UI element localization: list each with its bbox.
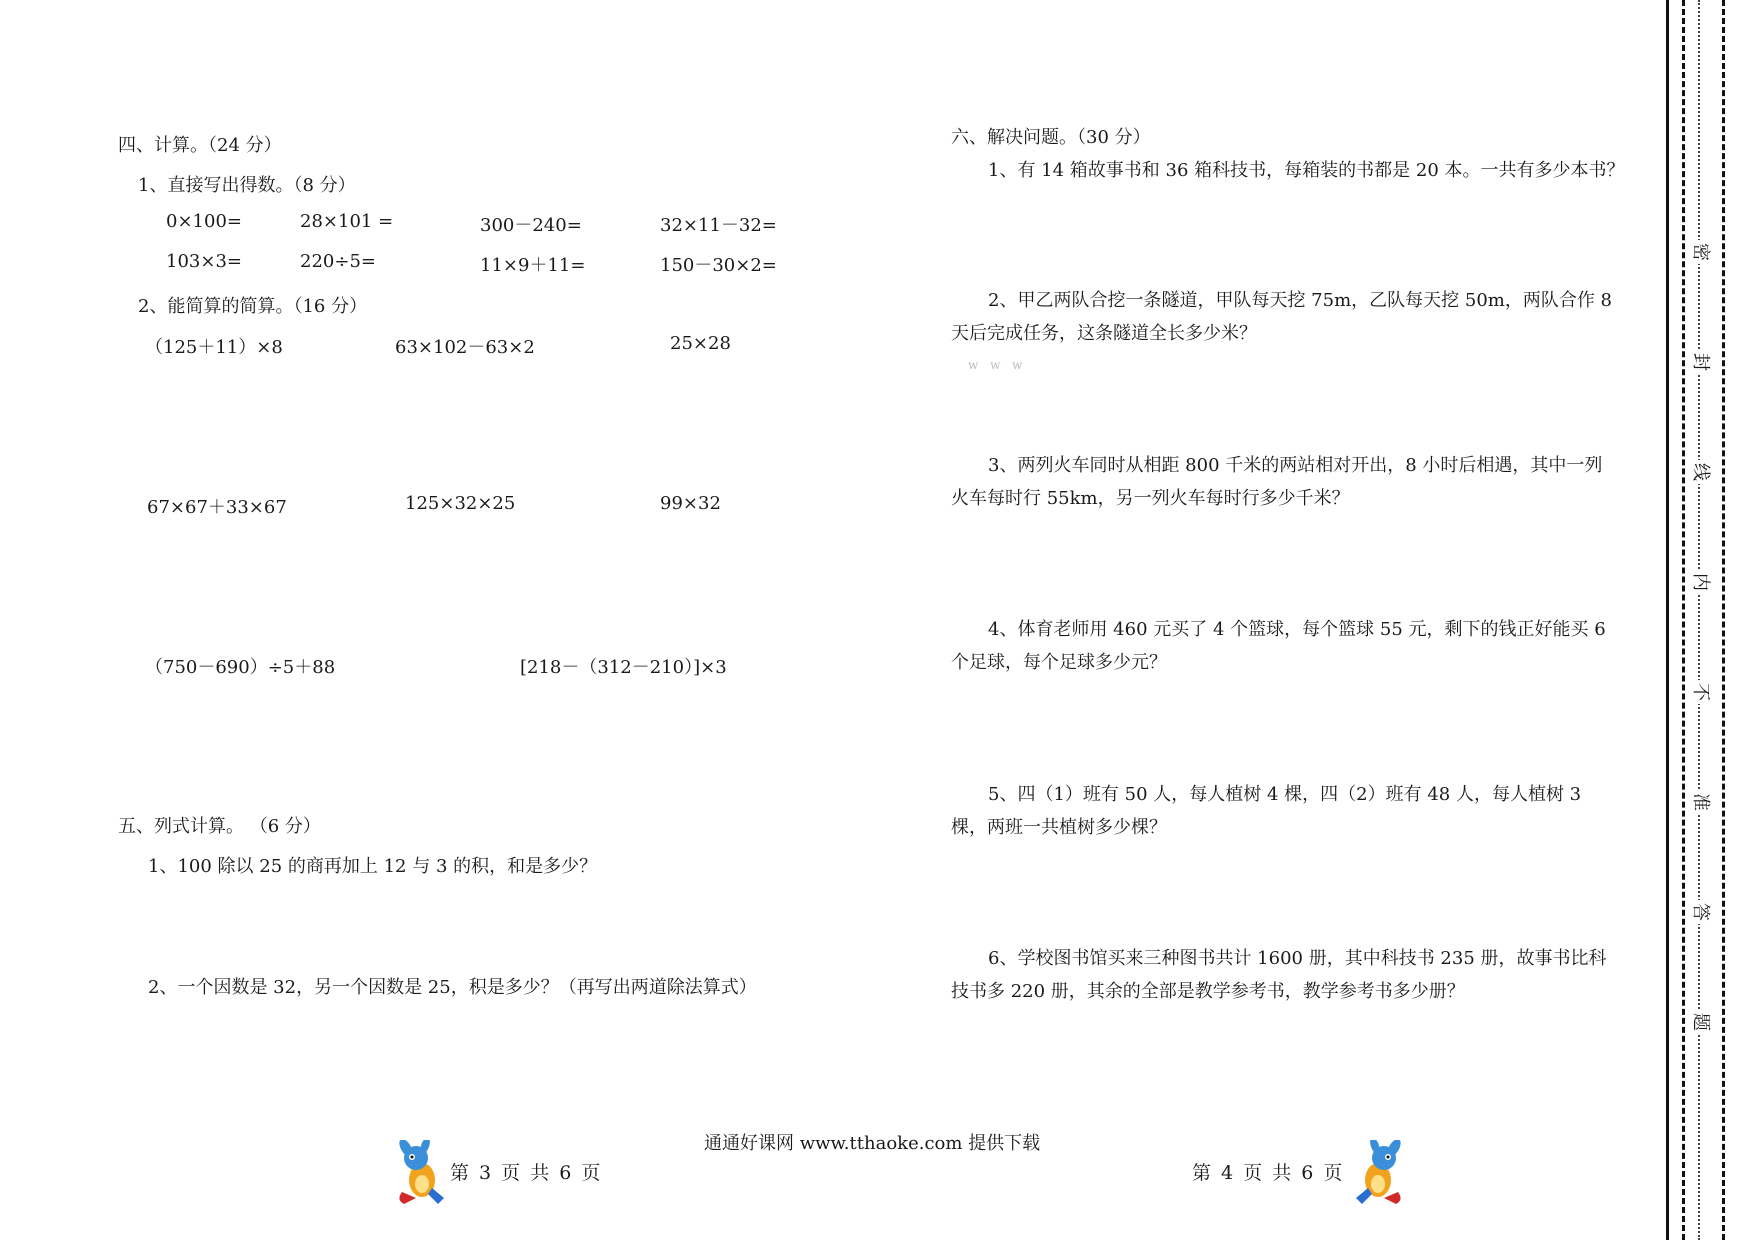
footer-site-text: 通通好课网 www.tthaoke.com 提供下载: [704, 1133, 1041, 1154]
binding-char: 内: [1688, 570, 1712, 594]
binding-char: 不: [1688, 680, 1712, 704]
binding-char: 封: [1688, 350, 1712, 374]
section5-q2: 2、一个因数是 32，另一个因数是 25，积是多少？（再写出两道除法算式）: [148, 977, 757, 998]
mascot-icon: [1348, 1140, 1408, 1210]
oral-item: 32×11－32=: [660, 215, 777, 236]
section6-q2: 2、甲乙两队合挖一条隧道，甲队每天挖 75m，乙队每天挖 50m，两队合作 8 天后完成任务，这条隧道全长多少米？: [951, 290, 1613, 344]
binding-char: 线: [1688, 460, 1712, 484]
calc-item: （125＋11）×8: [145, 337, 283, 358]
binding-solid-line: [1666, 0, 1669, 1240]
section5-title: 五、列式计算。 （6 分）: [118, 816, 321, 837]
section6-q6: 6、学校图书馆买来三种图书共计 1600 册，其中科技书 235 册，故事书比科技书多 220 册，其余的全部是教学参考书，教学参考书多少册？: [951, 948, 1607, 1002]
mascot-icon: [392, 1140, 452, 1210]
binding-dotted-line: [1698, 0, 1700, 1240]
calc-item: [218－（312－210）]×3: [520, 657, 727, 678]
calc-item: （750－690）÷5＋88: [145, 657, 336, 678]
page-number-right: 第 4 页 共 6 页: [1192, 1162, 1345, 1184]
oral-item: 0×100=: [166, 211, 242, 232]
oral-item: 11×9＋11=: [480, 255, 586, 276]
section6-q5: 5、四（1）班有 50 人，每人植树 4 棵，四（2）班有 48 人，每人植树 3 棵，两班一共植树多少棵？: [951, 784, 1582, 838]
page-number-left: 第 3 页 共 6 页: [450, 1162, 603, 1184]
section6-q3: 3、两列火车同时从相距 800 千米的两站相对开出，8 小时后相遇，其中一列火车每时行 55km，另一列火车每时行多少千米？: [951, 455, 1603, 509]
calc-item: 67×67＋33×67: [147, 497, 287, 518]
section4-sub2: 2、能简算的简算。（16 分）: [138, 296, 368, 317]
oral-item: 28×101 =: [300, 211, 394, 232]
calc-item: 125×32×25: [405, 493, 516, 514]
binding-char: 准: [1688, 790, 1712, 814]
calc-item: 25×28: [670, 333, 731, 354]
binding-dashed-line-right: [1722, 0, 1725, 1240]
calc-item: 63×102－63×2: [395, 337, 535, 358]
oral-item: 300－240=: [480, 215, 582, 236]
binding-dashed-line-left: [1682, 0, 1685, 1240]
section6-q4: 4、体育老师用 460 元买了 4 个篮球，每个篮球 55 元，剩下的钱正好能买 6 个足球，每个足球多少元？: [951, 619, 1606, 673]
binding-char: 答: [1688, 900, 1712, 924]
section4-sub1: 1、直接写出得数。（8 分）: [138, 175, 356, 196]
binding-char: 密: [1688, 240, 1712, 264]
section6-q1: 1、有 14 箱故事书和 36 箱科技书，每箱装的书都是 20 本。一共有多少本书？: [988, 160, 1625, 181]
oral-item: 103×3=: [166, 251, 242, 272]
binding-char: 题: [1688, 1010, 1712, 1034]
calc-item: 99×32: [660, 493, 721, 514]
oral-item: 150－30×2=: [660, 255, 777, 276]
oral-item: 220÷5=: [300, 251, 376, 272]
faint-watermark: w w w: [968, 358, 1027, 372]
section5-q1: 1、100 除以 25 的商再加上 12 与 3 的积，和是多少？: [148, 856, 598, 877]
section6-title: 六、解决问题。（30 分）: [951, 127, 1151, 148]
section4-title: 四、计算。（24 分）: [118, 135, 282, 156]
